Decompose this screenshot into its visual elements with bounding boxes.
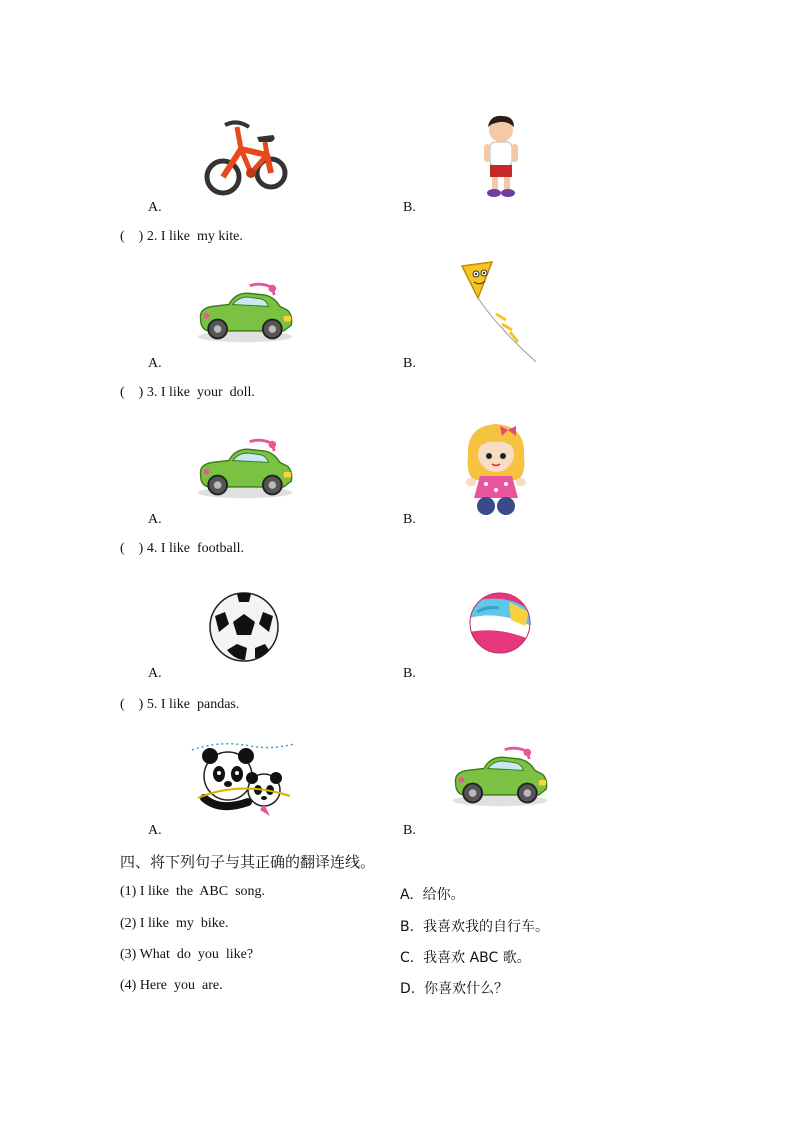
option-b-label: B.: [403, 823, 416, 838]
match-right-d: D. 你喜欢什么？: [400, 981, 509, 997]
option-b-label: B.: [403, 356, 416, 371]
match-right-a: A. 给你。: [400, 887, 465, 903]
question-2: ( ) 2. I like my kite.: [120, 229, 243, 244]
option-b-label: B.: [403, 666, 416, 681]
match-left-4: (4) Here you are.: [120, 978, 223, 993]
option-a-label: A.: [148, 666, 162, 681]
match-left-1: (1) I like the ABC song.: [120, 884, 266, 899]
question-5: ( ) 5. I like pandas.: [120, 697, 240, 712]
match-right-c: C. 我喜欢 ABC 歌。: [400, 950, 531, 966]
toy-car-icon: [192, 280, 298, 346]
match-right-b: B. 我喜欢我的自行车。: [400, 919, 549, 935]
beach-ball-icon: [469, 592, 531, 654]
toy-car-icon: [447, 744, 553, 810]
question-3: ( ) 3. I like your doll.: [120, 385, 255, 400]
match-left-2: (2) I like my bike.: [120, 916, 229, 931]
option-b-label: B.: [403, 200, 416, 215]
toy-car-icon: [192, 436, 298, 502]
option-a-label: A.: [148, 512, 162, 527]
option-a-label: A.: [148, 823, 162, 838]
option-a-label: A.: [148, 356, 162, 371]
boy-icon: [478, 113, 524, 199]
match-left-3: (3) What do you like?: [120, 947, 254, 962]
football-icon: [207, 590, 281, 664]
option-a-label: A.: [148, 200, 162, 215]
option-b-label: B.: [403, 512, 416, 527]
bicycle-icon: [203, 115, 291, 203]
doll-icon: [462, 420, 530, 518]
kite-icon: [452, 258, 540, 368]
section-title: 四、将下列句子与其正确的翻译连线。: [120, 853, 376, 871]
pandas-icon: [190, 740, 298, 822]
question-4: ( ) 4. I like football.: [120, 541, 245, 556]
